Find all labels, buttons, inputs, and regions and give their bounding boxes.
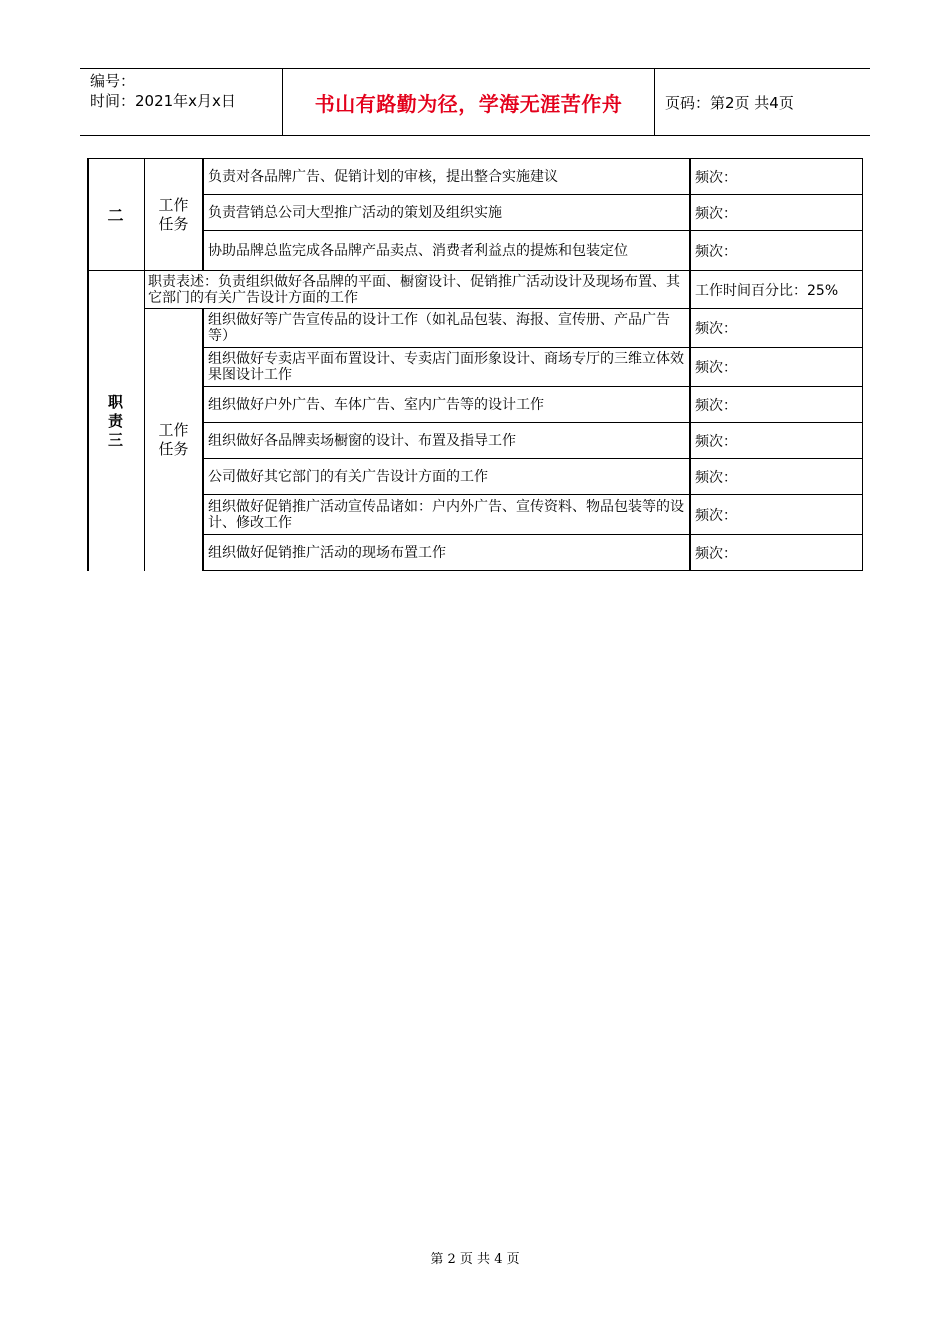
section2-task-label-line1: 工作 [158,195,189,214]
section3-freq-5 [690,458,863,495]
section3-label-char2: 责 [107,411,123,430]
header-page-info: 页码：第2页 共4页 [665,93,794,112]
document-date: 时间：2021年x月x日 [90,92,236,110]
section2-label-cell [87,158,145,271]
section3-freq-6 [690,494,863,535]
section3-task-6 [203,494,690,535]
section3-freq-7 [690,534,863,571]
section2-task-3 [203,230,690,271]
frequency-label: 频次： [695,205,737,222]
task-text: 负责对各品牌广告、促销计划的审核，提出整合实施建议 [208,168,558,185]
section3-freq-3 [690,386,863,423]
section2-task-1 [203,158,690,195]
section2-freq-1 [690,158,863,195]
section2-freq-2 [690,194,863,231]
task-text: 组织做好等广告宣传品的设计工作（如礼品包装、海报、宣传册、产品广告等） [208,312,670,344]
task-text: 组织做好促销推广活动的现场布置工作 [208,544,446,561]
header-meta [80,69,282,135]
header-motto-cell [282,69,655,135]
page-footer: 第 2 页 共 4 页 [430,1252,520,1267]
duty-table [87,158,863,571]
frequency-label: 频次： [695,321,737,337]
frequency-label: 频次： [695,433,737,450]
time-percent-text: 工作时间百分比：25% [695,282,839,299]
section3-freq-4 [690,422,863,459]
section3-task-label-cell [144,308,203,571]
section3-task-label-line2: 任务 [158,440,189,458]
frequency-label: 频次： [695,360,737,376]
section3-freq-2 [690,347,863,387]
frequency-label: 频次： [695,507,737,524]
section2-freq-3 [690,230,863,271]
page-header [80,68,870,136]
section3-freq-1 [690,308,863,348]
task-text: 协助品牌总监完成各品牌产品卖点、消费者利益点的提炼和包装定位 [208,242,628,259]
section3-task-7 [203,534,690,571]
frequency-label: 频次： [695,397,737,414]
section3-task-4 [203,422,690,459]
table-left-border-overlay [87,158,89,571]
section3-task-label-line1: 工作 [158,421,189,439]
task-text: 公司做好其它部门的有关广告设计方面的工作 [208,468,488,485]
task-text: 组织做好促销推广活动宣传品诸如：户内外广告、宣传资料、物品包装等的设计、修改工作 [208,498,684,531]
frequency-label: 频次： [695,169,737,186]
section3-label-cell [87,270,145,571]
section2-task-label-cell [144,158,203,271]
section2-label: 二 [107,206,124,225]
frequency-label: 频次： [695,469,737,486]
task-text: 组织做好户外广告、车体广告、室内广告等的设计工作 [208,396,544,413]
section2-task-label-line2: 任务 [158,214,189,233]
header-motto: 书山有路勤为径，学海无涯苦作舟 [314,91,623,116]
section3-description [144,270,690,309]
task-text: 组织做好各品牌卖场橱窗的设计、布置及指导工作 [208,432,516,449]
section3-task-1 [203,308,690,348]
section3-label-char1: 职 [107,392,123,411]
section3-label-char3: 三 [107,430,123,449]
section3-task-3 [203,386,690,423]
section3-task-2 [203,347,690,387]
task-text: 负责营销总公司大型推广活动的策划及组织实施 [208,204,502,221]
document-number-label: 编号： [90,72,136,90]
task-text: 组织做好专卖店平面布置设计、专卖店门面形象设计、商场专厅的三维立体效果图设计工作 [208,351,684,383]
frequency-label: 频次： [695,545,737,562]
section3-time-percent [690,270,863,309]
duty-description-text: 职责表述：负责组织做好各品牌的平面、橱窗设计、促销推广活动设计及现场布置、其它部门的有关广告设计方面的工作 [148,273,680,306]
section2-task-2 [203,194,690,231]
frequency-label: 频次： [695,243,737,260]
section3-task-5 [203,458,690,495]
